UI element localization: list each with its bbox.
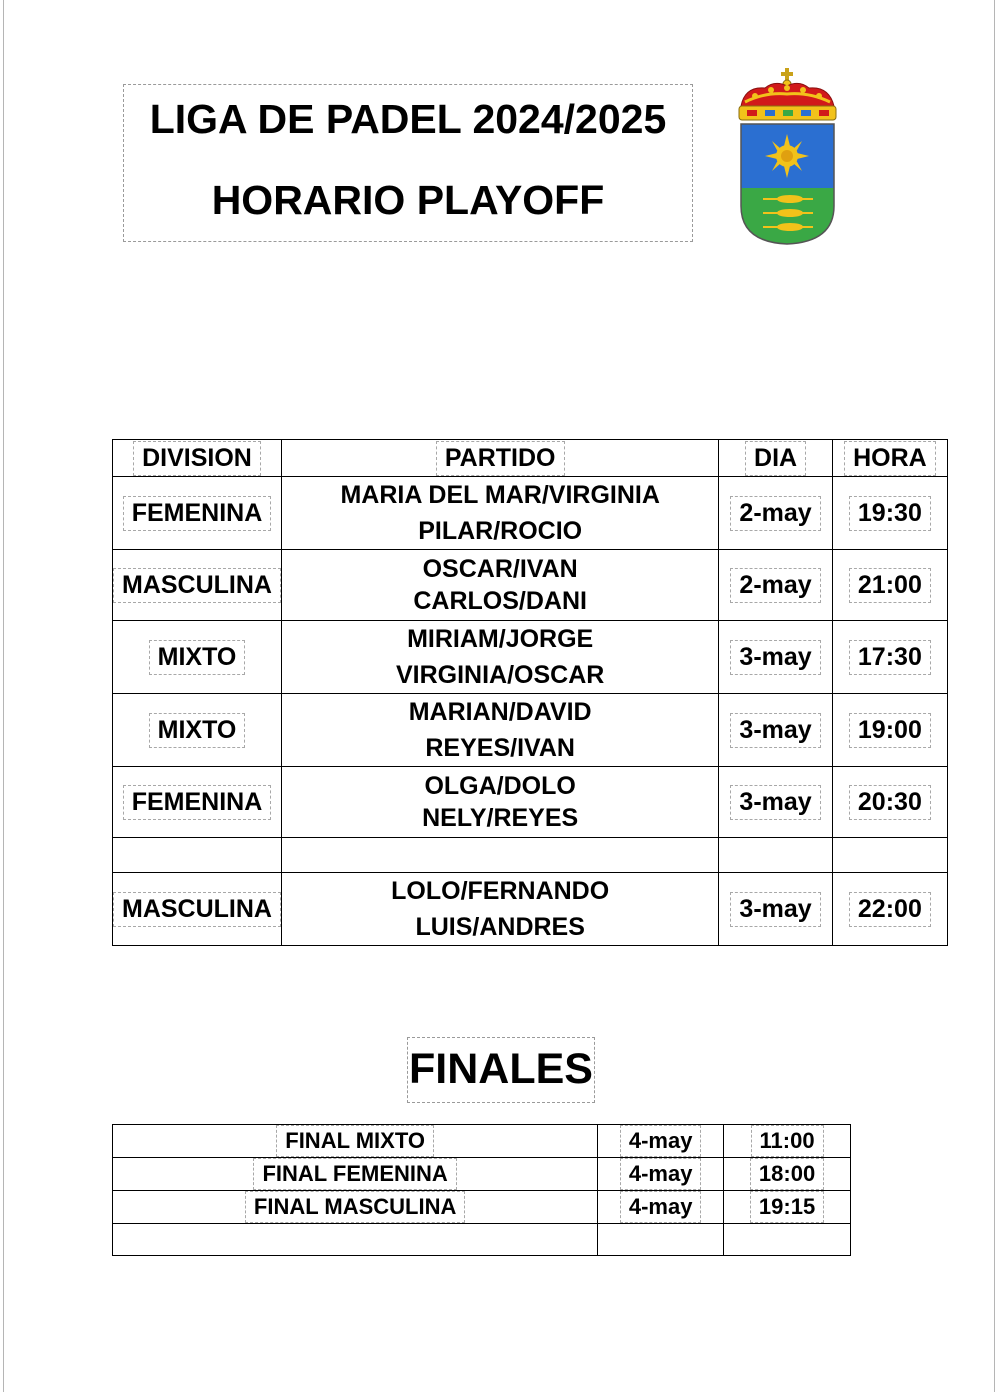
- final-time-cell: 11:00: [724, 1125, 851, 1158]
- time-cell: 22:00: [832, 873, 947, 946]
- match-cell: [282, 621, 719, 694]
- team-2: PILAR/ROCIO: [418, 517, 583, 545]
- title-box: [123, 84, 693, 242]
- match-cell: [282, 767, 719, 838]
- time-cell: 21:00: [832, 550, 947, 621]
- division-cell: MIXTO: [113, 621, 282, 694]
- final-day-cell: 4-may: [598, 1125, 724, 1158]
- match-cell: [282, 477, 719, 550]
- finals-title: FINALES: [407, 1037, 595, 1103]
- team-2: CARLOS/DANI: [413, 587, 587, 615]
- match-cell: [282, 550, 719, 621]
- team-1: LOLO/FERNANDO: [391, 877, 610, 905]
- team-1: MARIA DEL MAR/VIRGINIA: [340, 481, 660, 509]
- header-partido: PARTIDO: [282, 440, 719, 477]
- table-row: [113, 550, 948, 621]
- team-1: MIRIAM/JORGE: [407, 625, 594, 653]
- division-cell: MASCULINA: [113, 873, 282, 946]
- final-time-cell: 19:15: [724, 1191, 851, 1224]
- day-cell: 3-may: [719, 873, 832, 946]
- final-name-cell: FINAL MIXTO: [113, 1125, 598, 1158]
- team-2: REYES/IVAN: [425, 734, 575, 762]
- final-day-cell: 4-may: [598, 1191, 724, 1224]
- division-cell: MIXTO: [113, 694, 282, 767]
- time-cell: 19:00: [832, 694, 947, 767]
- table-header-row: [113, 440, 948, 477]
- header-division: DIVISION: [113, 440, 282, 477]
- header-hora: HORA: [832, 440, 947, 477]
- match-cell: [282, 694, 719, 767]
- day-cell: 3-may: [719, 621, 832, 694]
- team-1: OLGA/DOLO: [424, 772, 576, 800]
- day-cell: 2-may: [719, 550, 832, 621]
- division-cell: FEMENINA: [113, 477, 282, 550]
- header-dia: DIA: [719, 440, 832, 477]
- table-row: [113, 767, 948, 838]
- table-row: [113, 477, 948, 550]
- day-cell: 2-may: [719, 477, 832, 550]
- final-name-cell: FINAL FEMENINA: [113, 1158, 598, 1191]
- page-title: LIGA DE PADEL 2024/2025: [149, 96, 667, 142]
- final-name-cell: FINAL MASCULINA: [113, 1191, 598, 1224]
- time-cell: 20:30: [832, 767, 947, 838]
- table-row: [113, 1125, 851, 1158]
- table-row: [113, 621, 948, 694]
- division-cell: FEMENINA: [113, 767, 282, 838]
- day-cell: 3-may: [719, 694, 832, 767]
- team-2: VIRGINIA/OSCAR: [395, 661, 605, 689]
- team-2: NELY/REYES: [422, 804, 579, 832]
- time-cell: 17:30: [832, 621, 947, 694]
- team-1: OSCAR/IVAN: [422, 555, 578, 583]
- table-row: [113, 694, 948, 767]
- finals-table: [112, 1124, 851, 1256]
- match-cell: [282, 873, 719, 946]
- final-day-cell: 4-may: [598, 1158, 724, 1191]
- day-cell: 3-may: [719, 767, 832, 838]
- table-row: [113, 873, 948, 946]
- page-subtitle: HORARIO PLAYOFF: [211, 177, 605, 223]
- empty-row: [113, 1224, 851, 1256]
- division-cell: MASCULINA: [113, 550, 282, 621]
- empty-row: [113, 838, 948, 873]
- table-row: [113, 1158, 851, 1191]
- team-2: LUIS/ANDRES: [415, 913, 585, 941]
- final-time-cell: 18:00: [724, 1158, 851, 1191]
- table-row: [113, 1191, 851, 1224]
- municipal-coat-of-arms-icon: [735, 66, 840, 246]
- team-1: MARIAN/DAVID: [408, 698, 592, 726]
- time-cell: 19:30: [832, 477, 947, 550]
- playoff-schedule-table: [112, 439, 948, 946]
